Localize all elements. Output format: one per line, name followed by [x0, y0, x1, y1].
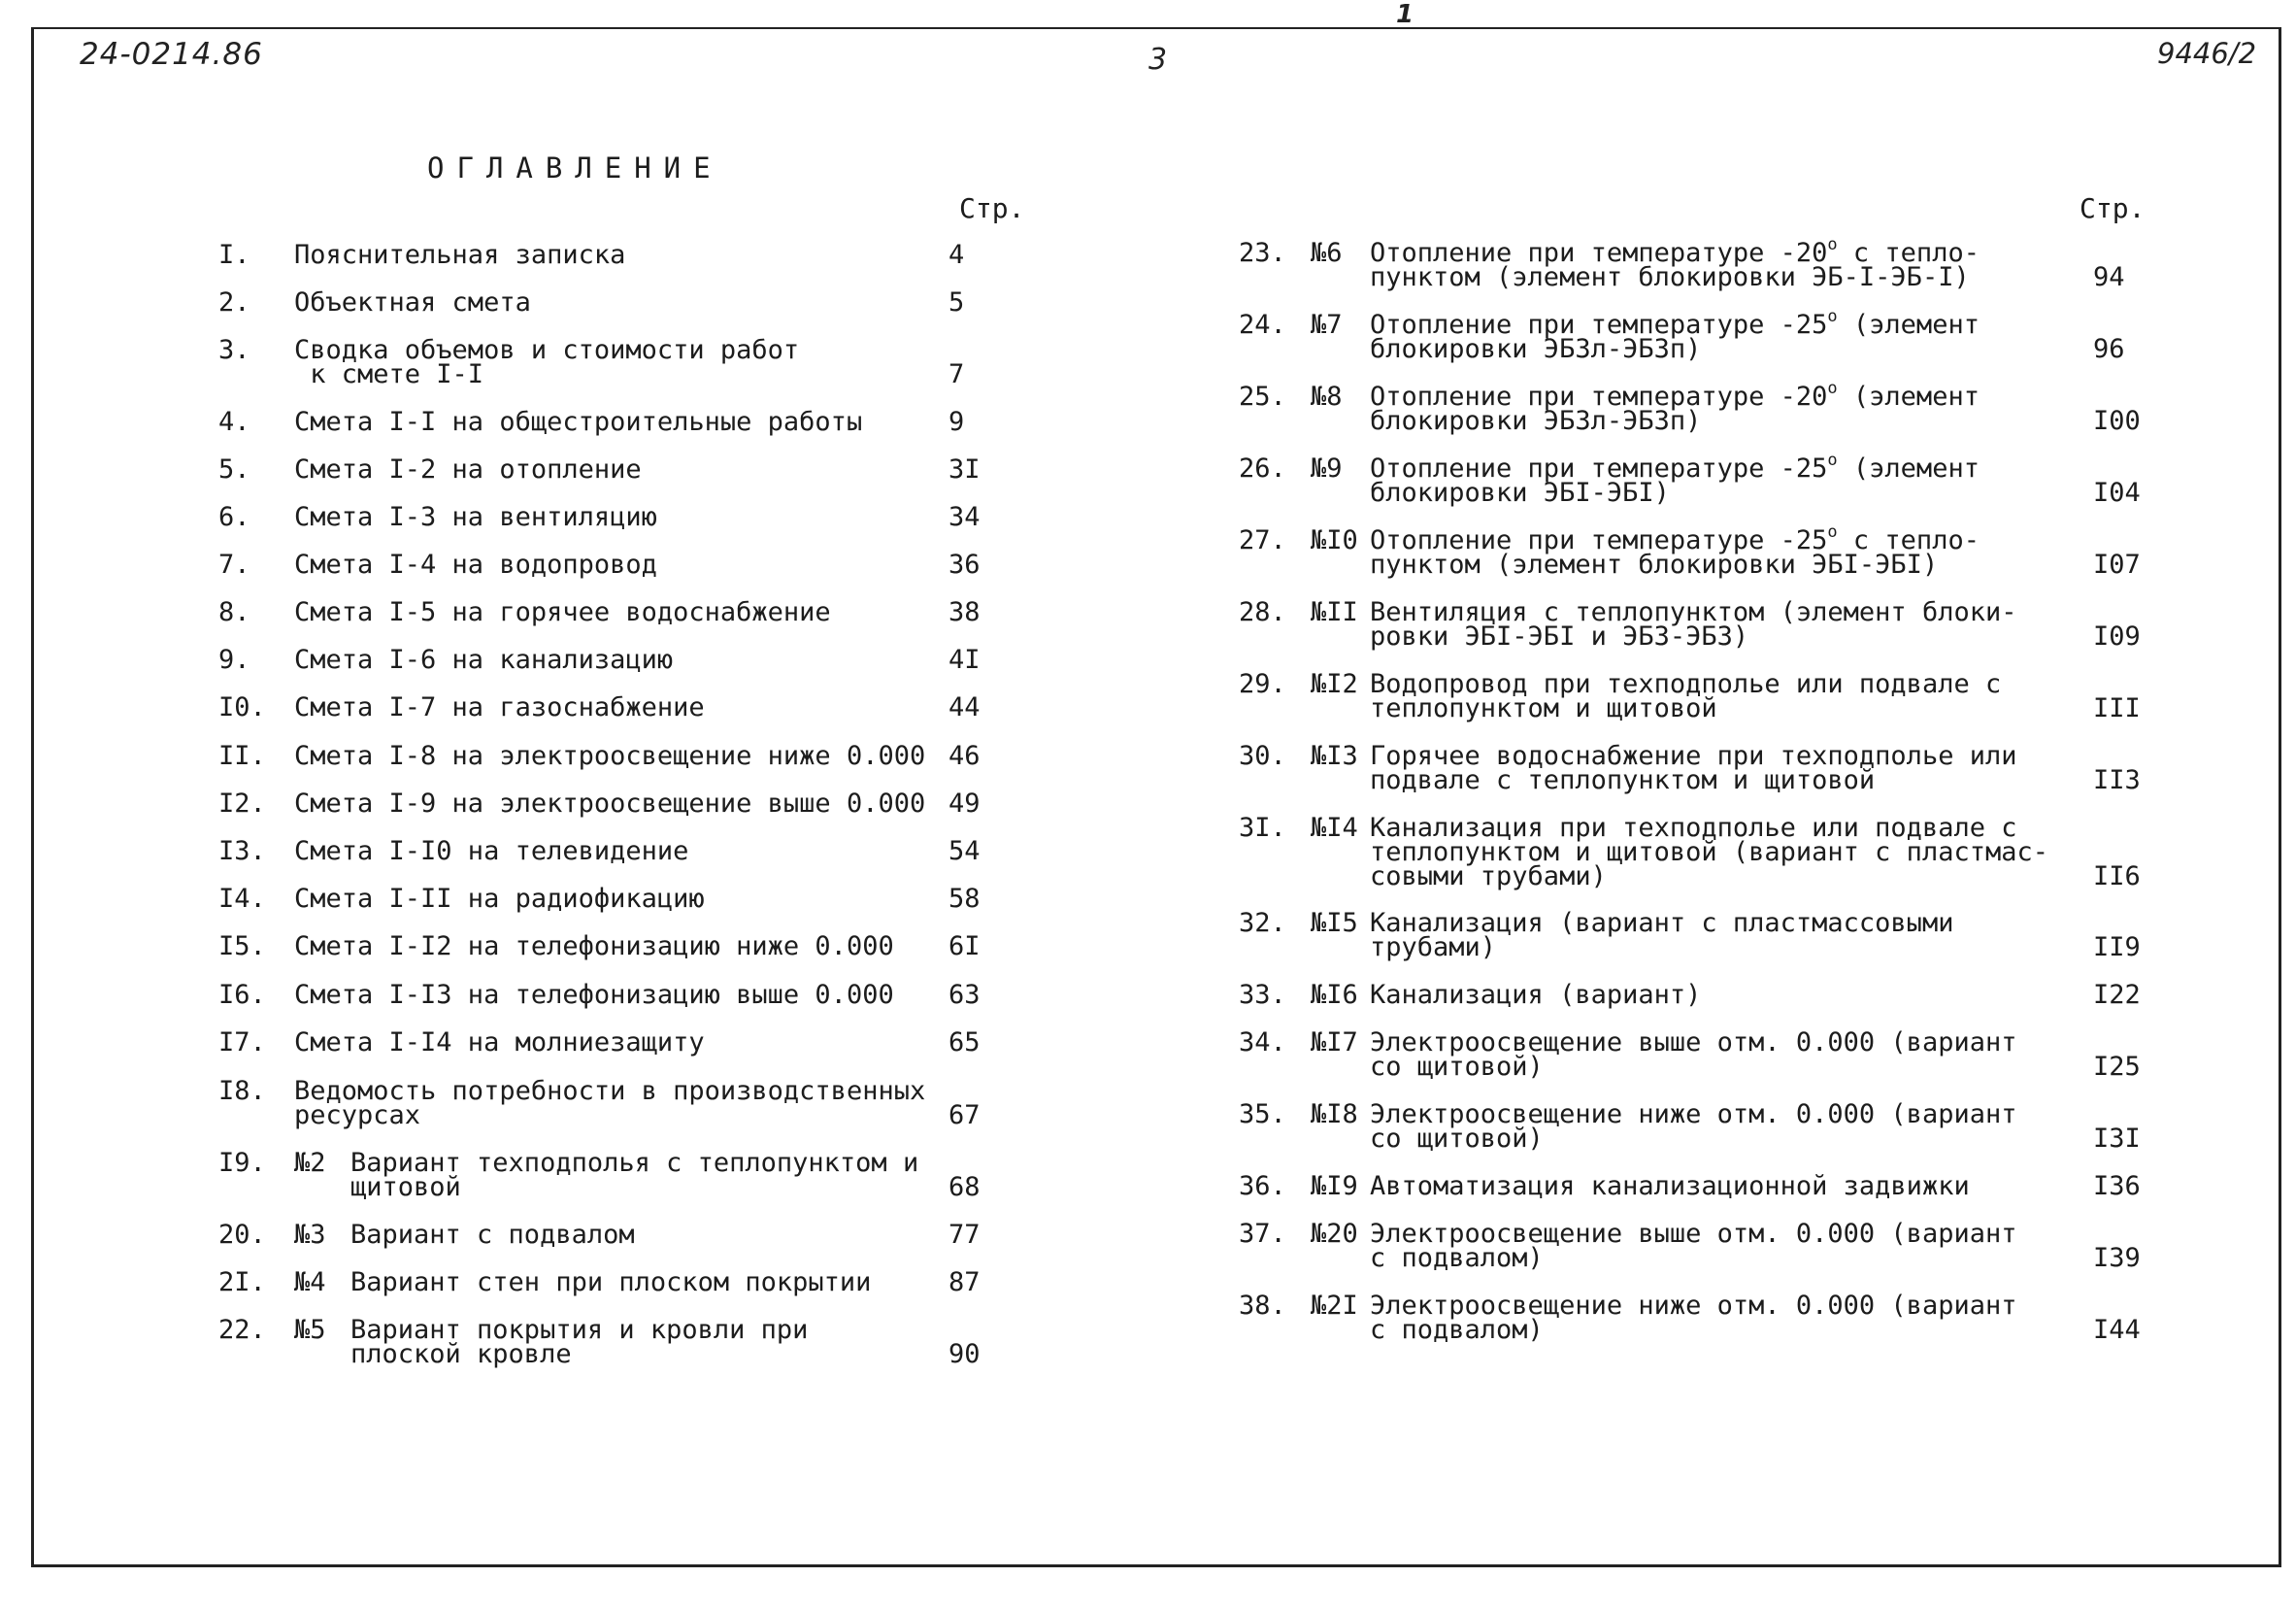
entry-variant-number: №I9 — [1311, 1171, 1358, 1201]
entry-page: 96 — [2093, 334, 2125, 364]
entry-page: 4I — [948, 645, 981, 675]
entry-page: 44 — [948, 692, 981, 722]
entry-variant-number: №II — [1311, 597, 1358, 627]
entry-number: 36. — [1239, 1171, 1286, 1201]
entry-page: I39 — [2093, 1243, 2141, 1273]
entry-variant-number: №9 — [1311, 453, 1343, 484]
entry-page: I09 — [2093, 621, 2141, 652]
entry-number: 3. — [218, 335, 250, 365]
sheet-code: 9446/2 — [2157, 37, 2257, 70]
entry-page: 58 — [948, 884, 981, 914]
entry-variant-number: №I8 — [1311, 1099, 1358, 1129]
entry-number: I5. — [218, 931, 266, 961]
entry-number: I0. — [218, 692, 266, 722]
entry-page: 54 — [948, 836, 981, 866]
entry-title: Смета I-4 на водопровод — [294, 550, 657, 580]
entry-number: I6. — [218, 980, 266, 1010]
entry-variant-number: №I7 — [1311, 1027, 1358, 1057]
entry-variant-number: №I0 — [1311, 525, 1358, 555]
entry-title: Смета I-I2 на телефонизацию ниже 0.000 — [294, 931, 894, 961]
entry-number: 37. — [1239, 1219, 1286, 1249]
entry-number: 5. — [218, 454, 250, 485]
entry-title: Смета I-5 на горячее водоснабжение — [294, 597, 831, 627]
entry-number: 29. — [1239, 669, 1286, 699]
page-tick-mark: 1 — [1396, 0, 1414, 29]
entry-title: Смета I-8 на электроосвещение ниже 0.000 — [294, 741, 926, 771]
entry-number: 26. — [1239, 453, 1286, 484]
entry-title: Канализация при техподполье или подвале с теплопунктом и щитовой (вариант с пластмас- совыми трубами) — [1370, 813, 2048, 891]
entry-title: Ведомость потребности в производственных ресурсах — [294, 1076, 926, 1130]
entry-page: 6I — [948, 931, 981, 961]
entry-title: Вариант покрытия и кровли при плоской кровле — [350, 1315, 809, 1369]
entry-number: I9. — [218, 1148, 266, 1178]
entry-page: 67 — [948, 1100, 981, 1130]
entry-title: Отопление при температуре -20$^o$ с тепло- пунктом (элемент блокировки ЭБ-I-ЭБ-I) — [1370, 235, 1980, 292]
entry-page: 7 — [948, 359, 965, 389]
entry-title: Электроосвещение выше отм. 0.000 (вариант с подвалом) — [1370, 1219, 2017, 1273]
entry-title: Смета I-2 на отопление — [294, 454, 642, 485]
entry-page: 77 — [948, 1220, 981, 1250]
entry-page: 49 — [948, 789, 981, 819]
entry-number: 8. — [218, 597, 250, 627]
entry-page: 5 — [948, 287, 965, 318]
entry-page: I36 — [2093, 1171, 2141, 1201]
entry-number: I4. — [218, 884, 266, 914]
entry-title: Смета I-6 на канализацию — [294, 645, 674, 675]
entry-title: Смета I-7 на газоснабжение — [294, 692, 705, 722]
entry-title: Отопление при температуре -20$^o$ (элемент блокировки ЭБЗл-ЭБЗп) — [1370, 379, 1980, 436]
entry-number: 2. — [218, 287, 250, 318]
entry-variant-number: №4 — [294, 1267, 326, 1297]
entry-variant-number: №2I — [1311, 1291, 1358, 1321]
entry-variant-number: №I4 — [1311, 813, 1358, 843]
entry-number: 22. — [218, 1315, 266, 1345]
entry-number: 27. — [1239, 525, 1286, 555]
entry-variant-number: №5 — [294, 1315, 326, 1345]
entry-page: 3I — [948, 454, 981, 485]
entry-number: 6. — [218, 502, 250, 532]
entry-page: 90 — [948, 1339, 981, 1369]
document-code: 24-0214.86 — [80, 37, 263, 72]
entry-number: I3. — [218, 836, 266, 866]
entry-page: I3I — [2093, 1124, 2141, 1154]
entry-title: Горячее водоснабжение при техподполье или подвале с теплопунктом и щитовой — [1370, 741, 2017, 795]
entry-variant-number: №I6 — [1311, 980, 1358, 1010]
entry-page: II6 — [2093, 861, 2141, 891]
toc-title: ОГЛАВЛЕНИЕ — [427, 151, 723, 185]
entry-title: Отопление при температуре -25$^o$ (элемент блокировки ЭБI-ЭБI) — [1370, 451, 1980, 508]
entry-variant-number: №6 — [1311, 238, 1343, 268]
entry-number: 25. — [1239, 382, 1286, 412]
entry-variant-number: №2 — [294, 1148, 326, 1178]
entry-variant-number: №3 — [294, 1220, 326, 1250]
entry-number: I. — [218, 240, 250, 270]
entry-title: Смета I-I4 на молниезащиту — [294, 1027, 705, 1057]
entry-page: 36 — [948, 550, 981, 580]
entry-title: Вентиляция с теплопунктом (элемент блоки- ровки ЭБI-ЭБI и ЭБЗ-ЭБЗ) — [1370, 597, 2017, 652]
entry-number: I8. — [218, 1076, 266, 1106]
entry-variant-number: №7 — [1311, 310, 1343, 340]
entry-title: Вариант стен при плоском покрытии — [350, 1267, 872, 1297]
entry-number: 23. — [1239, 238, 1286, 268]
entry-page: I44 — [2093, 1315, 2141, 1345]
entry-title: Пояснительная записка — [294, 240, 626, 270]
entry-variant-number: №I3 — [1311, 741, 1358, 771]
entry-page: I07 — [2093, 550, 2141, 580]
entry-number: 9. — [218, 645, 250, 675]
entry-number: 2I. — [218, 1267, 266, 1297]
entry-number: 33. — [1239, 980, 1286, 1010]
entry-title: Смета I-9 на электроосвещение выше 0.000 — [294, 789, 926, 819]
entry-variant-number: №I5 — [1311, 908, 1358, 938]
entry-page: 65 — [948, 1027, 981, 1057]
entry-page: II3 — [2093, 765, 2141, 795]
entry-title: Электроосвещение ниже отм. 0.000 (вариант со щитовой) — [1370, 1099, 2017, 1154]
entry-title: Объектная смета — [294, 287, 531, 318]
entry-title: Канализация (вариант) — [1370, 980, 1702, 1010]
entry-page: 63 — [948, 980, 981, 1010]
entry-page: III — [2093, 693, 2141, 723]
entry-page: 34 — [948, 502, 981, 532]
page-number: 3 — [1148, 43, 1168, 77]
entry-title: Смета I-3 на вентиляцию — [294, 502, 657, 532]
entry-page: 94 — [2093, 262, 2125, 292]
entry-number: 35. — [1239, 1099, 1286, 1129]
entry-title: Отопление при температуре -25$^o$ (элемент блокировки ЭБЗл-ЭБЗп) — [1370, 307, 1980, 364]
entry-variant-number: №8 — [1311, 382, 1343, 412]
entry-title: Вариант с подвалом — [350, 1220, 635, 1250]
entry-title: Отопление при температуре -25$^o$ с тепло- пунктом (элемент блокировки ЭБI-ЭБI) — [1370, 522, 1980, 580]
entry-title: Водопровод при техподполье или подвале с теплопунктом и щитовой — [1370, 669, 2002, 723]
entry-title: Сводка объемов и стоимости работ к смете I-I — [294, 335, 800, 389]
entry-page: I00 — [2093, 406, 2141, 436]
entry-variant-number: №I2 — [1311, 669, 1358, 699]
entry-title: Электроосвещение ниже отм. 0.000 (вариант с подвалом) — [1370, 1291, 2017, 1345]
page-column-header-right: Стр. — [2080, 192, 2146, 224]
entry-page: 46 — [948, 741, 981, 771]
entry-page: 68 — [948, 1172, 981, 1202]
entry-page: I22 — [2093, 980, 2141, 1010]
entry-number: 28. — [1239, 597, 1286, 627]
entry-title: Вариант техподполья с теплопунктом и щитовой — [350, 1148, 919, 1202]
entry-title: Электроосвещение выше отм. 0.000 (вариант со щитовой) — [1370, 1027, 2017, 1082]
entry-number: I2. — [218, 789, 266, 819]
entry-variant-number: №20 — [1311, 1219, 1358, 1249]
entry-page: 9 — [948, 407, 965, 437]
entry-number: 38. — [1239, 1291, 1286, 1321]
entry-number: 7. — [218, 550, 250, 580]
entry-title: Смета I-I0 на телевидение — [294, 836, 689, 866]
entry-number: 24. — [1239, 310, 1286, 340]
entry-number: 4. — [218, 407, 250, 437]
entry-page: I25 — [2093, 1052, 2141, 1082]
entry-number: 3I. — [1239, 813, 1286, 843]
entry-number: 30. — [1239, 741, 1286, 771]
entry-title: Смета I-I на общестроительные работы — [294, 407, 863, 437]
entry-page: II9 — [2093, 932, 2141, 962]
entry-title: Смета I-II на радиофикацию — [294, 884, 705, 914]
entry-number: II. — [218, 741, 266, 771]
entry-page: 4 — [948, 240, 965, 270]
entry-title: Автоматизация канализационной задвижки — [1370, 1171, 1970, 1201]
entry-page: 87 — [948, 1267, 981, 1297]
entry-number: 32. — [1239, 908, 1286, 938]
entry-page: I04 — [2093, 478, 2141, 508]
entry-number: 34. — [1239, 1027, 1286, 1057]
page-column-header-left: Стр. — [959, 192, 1025, 224]
entry-number: I7. — [218, 1027, 266, 1057]
entry-title: Смета I-I3 на телефонизацию выше 0.000 — [294, 980, 894, 1010]
entry-title: Канализация (вариант с пластмассовыми трубами) — [1370, 908, 1954, 962]
entry-page: 38 — [948, 597, 981, 627]
entry-number: 20. — [218, 1220, 266, 1250]
